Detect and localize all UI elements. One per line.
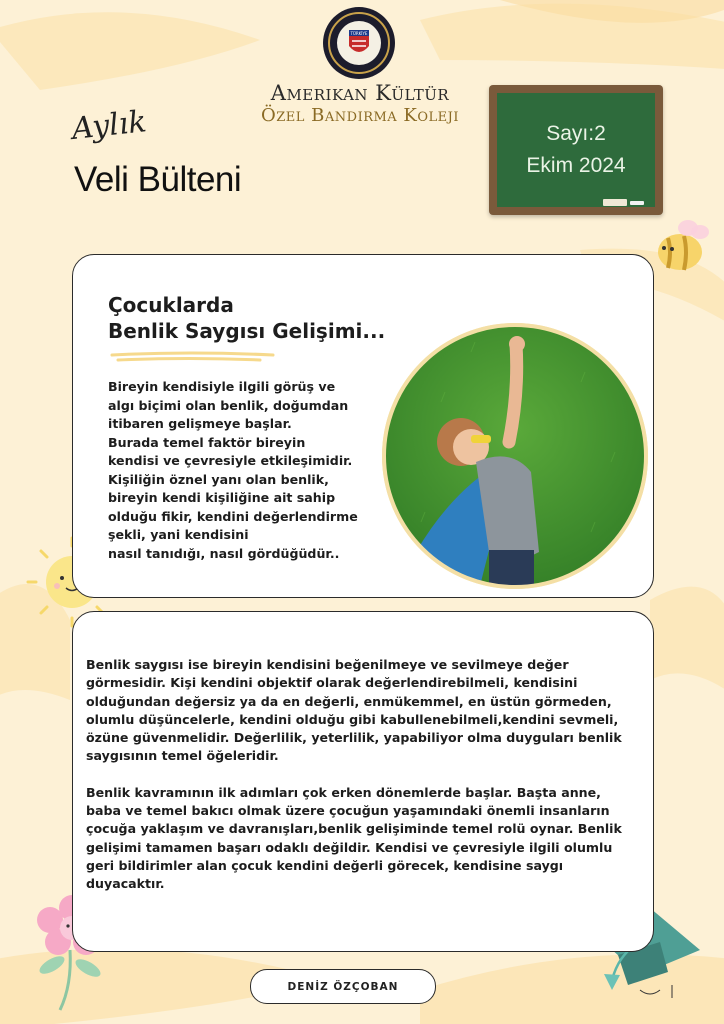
superhero-child-photo xyxy=(381,322,649,590)
article-paragraph-1: Benlik saygısı ise bireyin kendisini beğenilmeye ve sevilmeye değer görmesidir. Kişi kendini objektif olarak değerlendirebilmeli, kendisini olduğundan değersiz ya da en değerli, enmükemmel, en üstün görmeden, olumlu düşüncelerle, kendini olduğu gibi kabullenebilmeli,kendini sevmeli, özüne güvenmelidir. Değerlilik, yeterlilik, yapabiliyor olma duyguları benlik saygısının temel öğeleridir. xyxy=(86,657,622,764)
bulletin-title: Veli Bülteni xyxy=(74,160,242,199)
issue-number: Sayı:2 xyxy=(546,122,606,145)
author-badge: DENİZ ÖZÇOBAN xyxy=(250,969,436,1004)
chalkboard-surface xyxy=(497,93,655,207)
eraser-icon xyxy=(603,199,627,206)
school-logo xyxy=(322,6,396,80)
issue-date: Ekim 2024 xyxy=(526,154,626,177)
article-heading-line2: Benlik Saygısı Gelişimi... xyxy=(108,319,386,343)
article-heading-line1: Çocuklarda xyxy=(108,293,234,317)
school-subtitle: Özel Bandırma Koleji xyxy=(261,105,459,126)
bulletin-title-script: Aylık xyxy=(70,104,149,147)
chalkboard xyxy=(489,85,663,215)
logo-text: TÜRKİYE xyxy=(350,31,368,36)
chalk-icon xyxy=(630,201,644,205)
bee-icon xyxy=(658,220,709,270)
article-heading xyxy=(108,292,385,344)
article-intro: Bireyin kendisiyle ilgili görüş ve algı biçimi olan benlik, doğumdan itibaren gelişmeye başlar. Burada temel faktör bireyin kendisi ve çevresiyle etkileşimidir. Kişiliğin öznel yanı olan benlik, bireyin kendi kişiliğine ait sahip olduğu fikir, kendini değerlendirme şekli, yani kendisini nasıl tanıdığı, nasıl gördüğüdür.. xyxy=(108,379,358,561)
article-body xyxy=(86,656,634,912)
article-paragraph-2: Benlik kavramının ilk adımları çok erken dönemlerde başlar. Başta anne, baba ve temel bakıcı olmak üzere çocuğun yaşamındaki önemli insanların çocuğa yaklaşım ve davranışları,benlik gelişiminde temel rolü oynar. Benlik gelişimi tamamen başarı odaklı değildir. Kendisi ve çevresiyle ilgili olumlu geri bildirimler alan çocuk kendini değerli görecek, kendisine saygı duyacaktır. xyxy=(86,784,622,892)
school-name: Amerikan Kültür xyxy=(270,81,450,105)
heading-underline xyxy=(110,350,275,364)
